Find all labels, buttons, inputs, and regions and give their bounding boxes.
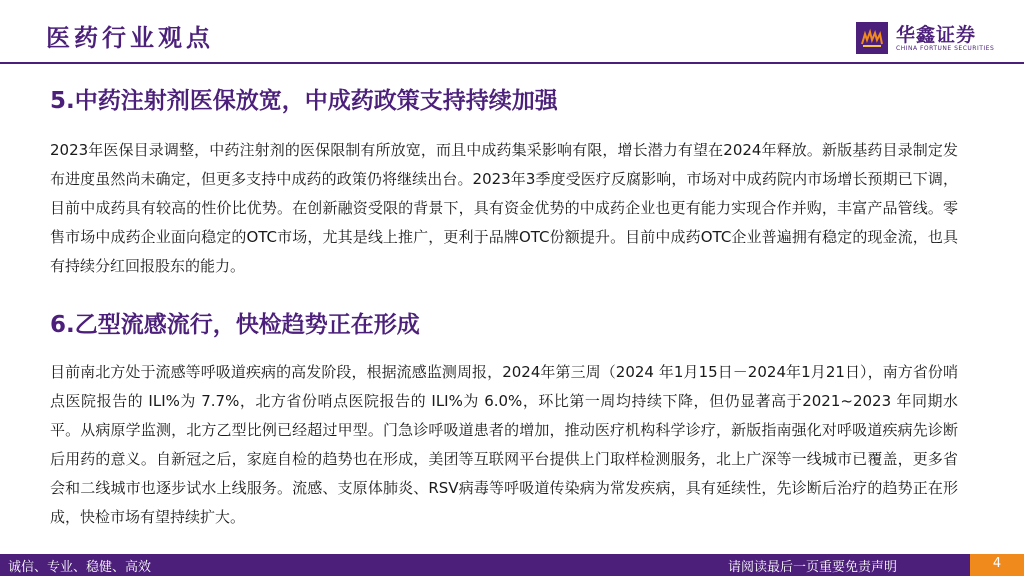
footer-disclaimer-link[interactable]: 请阅读最后一页重要免责声明: [728, 560, 898, 575]
footer-slogan: 诚信、专业、稳健、高效: [8, 560, 152, 575]
page-number: 4: [992, 556, 1002, 571]
header-title: 医药行业观点: [46, 24, 214, 52]
logo-english-name: CHINA FORTUNE SECURITIES: [896, 45, 995, 52]
section-6-title: 6.乙型流感流行，快检趋势正在形成: [50, 312, 420, 338]
header-divider: [0, 62, 1024, 64]
page-number-badge: [970, 554, 1024, 576]
section-6-body: 目前南北方处于流感等呼吸道疾病的高发阶段，根据流感监测周报，2024年第三周（2024 年1月15日－2024年1月21日），南方省份哨点医院报告的 ILI%为 7.7%，北方省份哨点医院报告的 ILI%为 6.0%，环比第一周均持续下降，但仍显著高于2021~2023 年同期水平。从病原学监测，北方乙型比例已经超过甲型。门急诊呼吸道患者的增加，推动医疗机构科学诊疗，新版指南强化对呼吸道疾病先诊断后用药的意义。自新冠之后，家庭自检的趋势也在形成，美团等互联网平台提供上门取样检测服务，北上广深等一线城市已覆盖，更多省会和二线城市也逐步试水上线服务。流感、支原体肺炎、RSV病毒等呼吸道传染病为常发疾病，具有延续性，先诊断后治疗的趋势正在形成，快检市场有望持续扩大。: [50, 363, 958, 526]
section-5-title: 5.中药注射剂医保放宽，中成药政策支持持续加强: [50, 88, 558, 114]
logo-chinese-name: 华鑫证券: [896, 24, 977, 46]
footer-bar: [0, 554, 1024, 576]
company-logo: [856, 20, 1016, 60]
section-5-body: 2023年医保目录调整，中药注射剂的医保限制有所放宽，而且中成药集采影响有限，增长潜力有望在2024年释放。新版基药目录制定发布进度虽然尚未确定，但更多支持中成药的政策仍将继续出台。2023年3季度受医疗反腐影响，市场对中成药院内市场增长预期已下调，目前中成药具有较高的性价比优势。在创新融资受限的背景下，具有资金优势的中成药企业也更有能力实现合作并购，丰富产品管线。零售市场中成药企业面向稳定的OTC市场，尤其是线上推广，更利于品牌OTC份额提升。目前中成药OTC企业普遍拥有稳定的现金流，也具有持续分红回报股东的能力。: [50, 141, 958, 275]
logo-mark-icon: [856, 22, 888, 54]
